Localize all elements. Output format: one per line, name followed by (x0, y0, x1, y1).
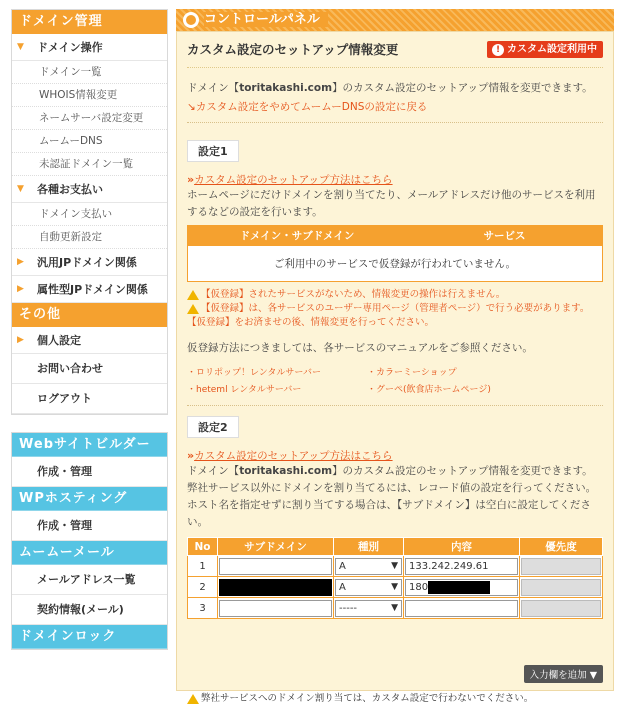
service-links (187, 365, 603, 399)
wp-hosting-header: WPホスティング (12, 487, 167, 511)
divider (187, 122, 603, 123)
expand-arrow-icon: ▼ (17, 42, 24, 52)
domain-lock-header: ドメインロック (12, 625, 167, 649)
warning-icon (187, 304, 199, 314)
exclamation-icon: ! (492, 44, 504, 56)
service-link-lolipop[interactable]: ・ロリポップ！レンタルサーバー (187, 368, 321, 378)
col-service-header: サービス (407, 226, 603, 246)
collapse-arrow-icon: ▶ (17, 335, 24, 345)
record-table (187, 537, 603, 619)
setting1-label: 設定1 (187, 140, 239, 162)
sidebar-services-box (11, 432, 168, 650)
setting1-desc: ホームページにだけドメインを割り当てたり、メールアドレスだけ他のサービスを利用するなどの設定を行います。 (187, 189, 596, 218)
table-row: 3 ----- ▼ (188, 598, 603, 619)
sidebar-item-mail-list[interactable]: メールアドレス一覧 (12, 565, 167, 595)
divider (187, 405, 603, 406)
subdomain-input[interactable] (219, 558, 332, 575)
sidebar-item-builder-manage[interactable]: 作成・管理 (12, 457, 167, 487)
type-select[interactable]: ----- ▼ (335, 600, 402, 617)
setting2-howto-link[interactable]: カスタム設定のセットアップ方法はこちら (194, 450, 393, 462)
jp-general-section[interactable]: ▶ 汎用JPドメイン関係 (12, 249, 167, 276)
sidebar-item-contact[interactable]: お問い合わせ (12, 354, 167, 384)
col-type: 種別 (334, 538, 404, 556)
domain-management-header: ドメイン管理 (12, 10, 167, 34)
control-panel-bar (176, 9, 614, 31)
setting2-label: 設定2 (187, 416, 239, 438)
warning-icon (187, 694, 199, 704)
footer-warning: 弊社サービスへのドメイン割り当ては、カスタム設定で行わないでください。 (187, 692, 533, 706)
type-select[interactable]: A ▼ (335, 558, 402, 575)
priority-input (521, 600, 601, 617)
empty-message: ご利用中のサービスで仮登録が行われていません。 (188, 246, 603, 282)
sidebar-item-whois[interactable]: WHOIS情報変更 (12, 84, 167, 107)
type-select[interactable]: A ▼ (335, 579, 402, 596)
setting2-desc: ドメイン【toritakashi.com】のカスタム設定のセットアップ情報を変更できます。弊社サービス以外にドメインを割り当てるには、レコード値の設定を行ってください。ホスト名を指定せずに割り当てする場合は、【サブドメイン】は空白に設定してください。 (187, 465, 597, 528)
other-header: その他 (12, 303, 167, 327)
col-priority: 優先度 (520, 538, 603, 556)
collapse-arrow-icon: ▶ (17, 284, 24, 294)
table-row: 2 A ▼ 180 (188, 577, 603, 598)
sidebar-item-wp-manage[interactable]: 作成・管理 (12, 511, 167, 541)
main-content (176, 9, 614, 704)
custom-setting-badge: ! カスタム設定利用中 (487, 41, 603, 58)
collapse-arrow-icon: ▶ (17, 257, 24, 267)
domain-ops-section[interactable]: ▼ ドメイン操作 (12, 34, 167, 61)
personal-settings-section[interactable]: ▶ 個人設定 (12, 327, 167, 354)
warning-block: 【仮登録】されたサービスがないため、情報変更の操作は行えません。 【仮登録】は、各サービスのユーザー専用ページ（管理者ページ）で行う必要があります。 【仮登録】をお済ませの後、情報変更を行ってください。 (187, 289, 590, 328)
redaction-bar (428, 581, 490, 594)
sidebar-item-contract-info[interactable]: 契約情報(メール) (12, 595, 167, 625)
col-domain-header: ドメイン・サブドメイン (188, 226, 407, 246)
chevron-down-icon: ▼ (391, 581, 398, 592)
back-to-dns-link[interactable]: ↘カスタム設定をやめてムームーDNSの設定に戻る (187, 101, 428, 113)
subdomain-input-redacted[interactable] (219, 579, 332, 596)
sidebar-item-nameserver[interactable]: ネームサーバ設定変更 (12, 107, 167, 130)
add-row-button[interactable]: 入力欄を追加 ▼ (524, 665, 603, 683)
content-input[interactable]: 133.242.249.61 (405, 558, 518, 575)
col-content: 内容 (404, 538, 520, 556)
sidebar-item-domain-payment[interactable]: ドメイン支払い (12, 203, 167, 226)
priority-input (521, 579, 601, 596)
service-table (187, 225, 603, 282)
gear-icon (183, 12, 199, 28)
col-no: No (188, 538, 218, 556)
setting1-howto-link[interactable]: カスタム設定のセットアップ方法はこちら (194, 174, 393, 186)
sidebar (11, 9, 168, 650)
settings-panel: カスタム設定のセットアップ情報変更 ! カスタム設定利用中 ドメイン【toritakashi.com】のカスタム設定のセットアップ情報を変更できます。 ↘カスタム設定をやめてムームーDNSの設定に戻る 設定1 »カスタム設定のセットアップ方法はこちら ホームページにだけドメインを割り当てたり、メールアドレスだけ他のサービスを利用するなどの設定を行います。 ドメイン・サブドメイン サービス ご利用中のサービスで仮登録が行われていません。 【仮登録】されたサービスがないため、情報変更の操作は行えません。 【仮登録】は、各サービスのユーザー専用ページ（管理者ページ）で行う必要があります。 【仮登録】をお済ませの後、情報変更を行ってください。 仮登録方法につきましては、各サービスのマニュアルをご参照ください。 ・ロリポップ！レンタルサーバー ・カラーミーショップ ・heteml レンタルサーバー ・グーペ(飲食店ホームページ) 設定2 »カスタム設定のセットアップ方法はこちら ドメイン【toritakashi.com】のカスタム設定のセットアップ情報を変更できます。弊社サービス以外にドメインを割り当てるには、レコード値の設定を行ってください。ホスト名を指定せずに割り当てする場合は、【サブドメイン】は空白に設定してください。 No サブドメイン 種別 内容 優先度 1 A ▼ 133.242.249.61 2 A ▼ 180 3 ----- ▼ 入力欄を追加 ▼ 弊社サービスへのドメイン割り当ては、カスタム設定で行わないでください。 (176, 31, 614, 691)
intro-text: ドメイン【toritakashi.com】のカスタム設定のセットアップ情報を変更できます。 (187, 82, 593, 94)
chevron-down-icon: ▼ (391, 560, 398, 571)
jp-attr-section[interactable]: ▶ 属性型JPドメイン関係 (12, 276, 167, 303)
site-builder-header: Webサイトビルダー (12, 433, 167, 457)
sidebar-main-box (11, 9, 168, 415)
warning-icon (187, 290, 199, 300)
service-link-heteml[interactable]: ・heteml レンタルサーバー (187, 385, 302, 395)
manual-text: 仮登録方法につきましては、各サービスのマニュアルをご参照ください。 (187, 342, 533, 354)
sidebar-item-domain-list[interactable]: ドメイン一覧 (12, 61, 167, 84)
service-link-colormeshop[interactable]: ・カラーミーショップ (367, 368, 457, 378)
chevron-down-icon: ▼ (391, 602, 398, 613)
col-subdomain: サブドメイン (218, 538, 334, 556)
control-panel-title: コントロールパネル (204, 12, 328, 27)
content-input[interactable]: 180 (405, 579, 518, 596)
expand-arrow-icon: ▼ (17, 184, 24, 194)
sidebar-item-auto-renew[interactable]: 自動更新設定 (12, 226, 167, 249)
table-row: 1 A ▼ 133.242.249.61 (188, 556, 603, 577)
payments-section[interactable]: ▼ 各種お支払い (12, 176, 167, 203)
mumumail-header: ムームーメール (12, 541, 167, 565)
service-link-goope[interactable]: ・グーペ(飲食店ホームページ) (367, 385, 491, 395)
priority-input (521, 558, 601, 575)
page-title: カスタム設定のセットアップ情報変更 ! カスタム設定利用中 (187, 32, 603, 68)
sidebar-item-mumu-dns[interactable]: ムームーDNS (12, 130, 167, 153)
sidebar-item-logout[interactable]: ログアウト (12, 384, 167, 414)
subdomain-input[interactable] (219, 600, 332, 617)
sidebar-item-unverified[interactable]: 未認証ドメイン一覧 (12, 153, 167, 176)
content-input[interactable] (405, 600, 518, 617)
